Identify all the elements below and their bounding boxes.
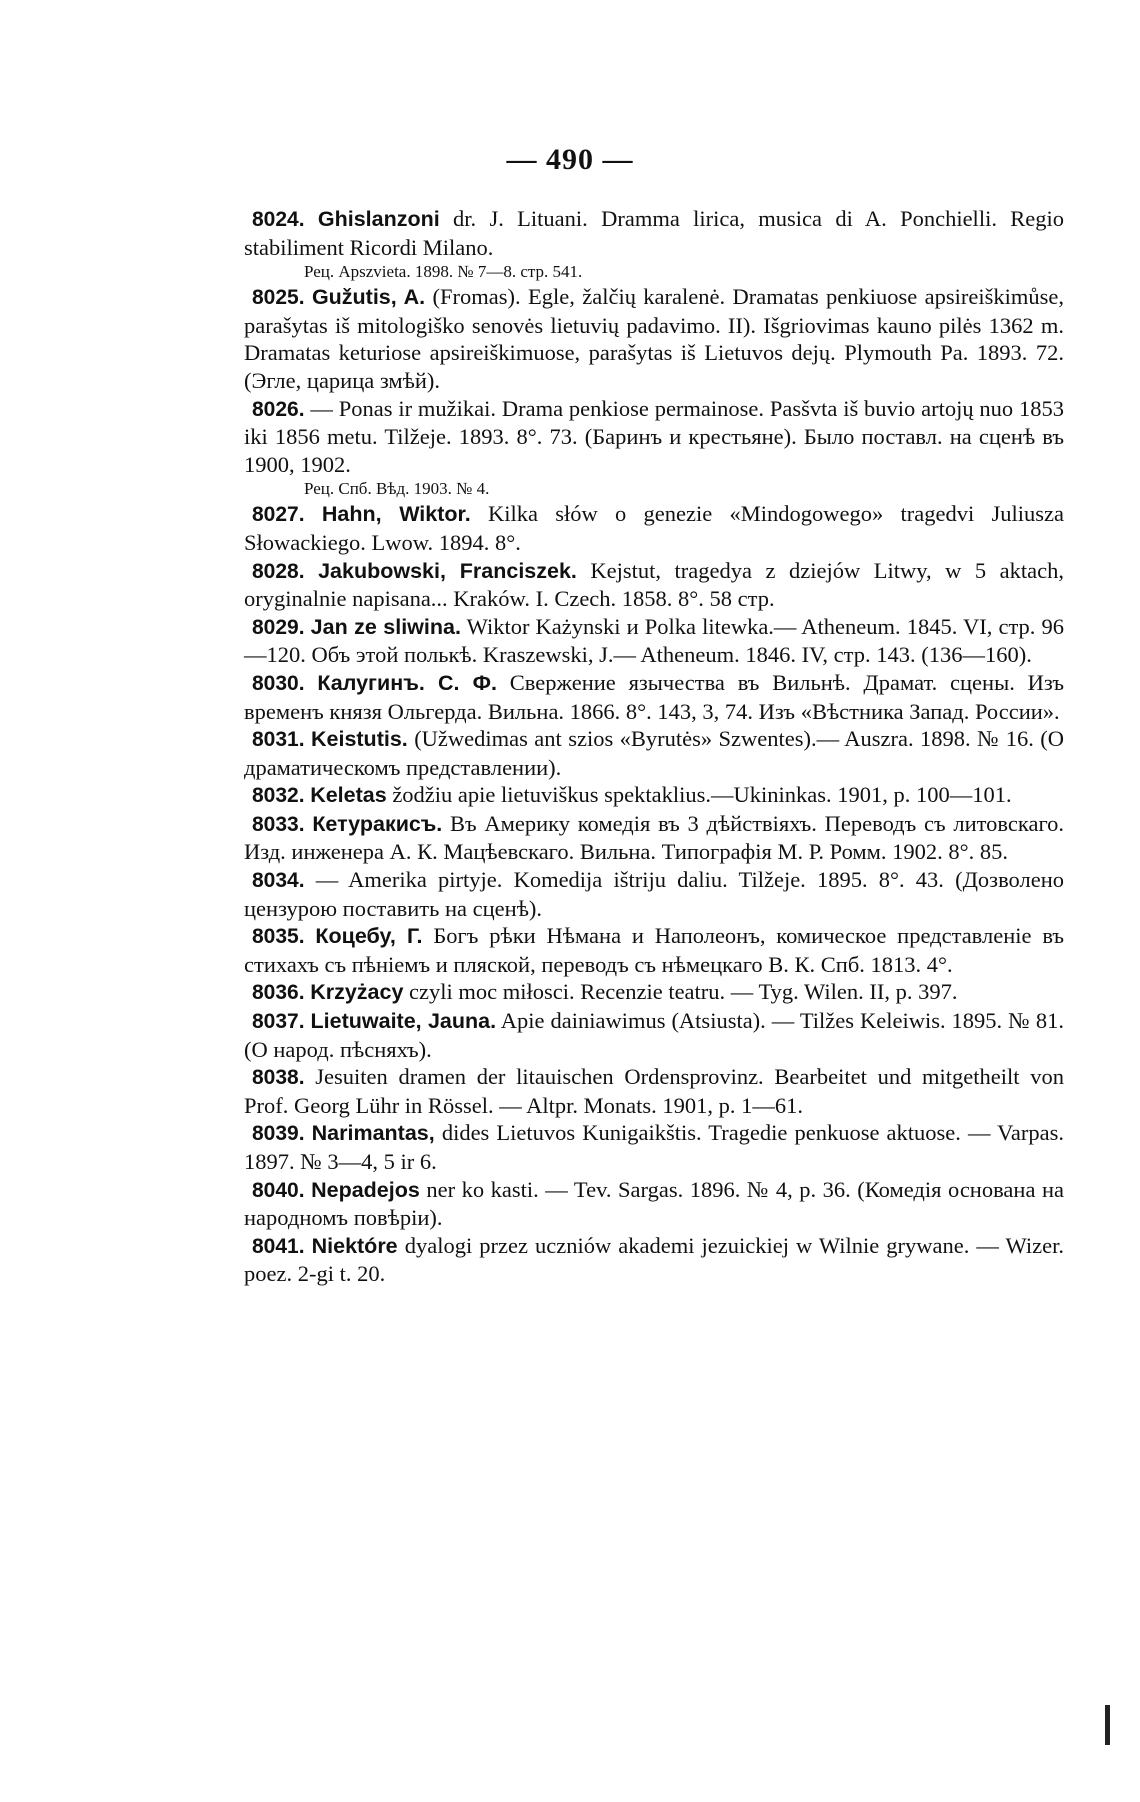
entry-number: 8032.	[252, 784, 305, 808]
entry-8028	[244, 557, 1064, 613]
entry-text: ner ko kasti. — Tev. Sargas. 1896. № 4, p. 36. (Комедія основана на народномъ повѣріи).	[244, 1176, 1064, 1231]
entry-8035	[244, 922, 1064, 978]
entry-text: (Užwedimas ant szios «Byrutės» Szwentes).— Auszra. 1898. № 16. (О драматическомъ представлении).	[244, 726, 1065, 780]
entry-number: 8041.	[252, 1234, 305, 1258]
entry-author: Калугинъ. С. Ф.	[317, 670, 497, 695]
entry-number: 8031.	[252, 728, 305, 752]
entry-text: Jesuiten dramen der litauischen Ordensprovinz. Bearbeitet und mitgetheilt von Prof. Georg Lühr in Rössel. — Altpr. Monats. 1901, p. 1—61.	[244, 1064, 1065, 1118]
entry-8027	[244, 500, 1064, 556]
page-number: — 490 —	[506, 143, 634, 176]
entry-number: 8040.	[252, 1178, 305, 1202]
entry-8040	[244, 1176, 1064, 1232]
entry-text: czyli moc miłosci. Recenzie teatru. — Tyg. Wilen. II, p. 397.	[409, 979, 958, 1005]
entry-8031	[244, 725, 1064, 781]
entry-8029	[244, 613, 1064, 669]
entry-number: 8035.	[252, 925, 305, 949]
entry-number: 8039.	[252, 1122, 305, 1146]
entry-author: Krzyżacy	[310, 980, 404, 1005]
entry-number: 8028.	[252, 559, 305, 583]
entry-8034	[244, 866, 1064, 922]
entry-text: Apie dainiawimus (Atsiusta). — Tilžes Keleiwis. 1895. № 81. (О народ. пѣсняхъ).	[244, 1008, 1065, 1062]
entry-text: Свержение язычества въ Вильнѣ. Драмат. сцены. Изъ временъ князя Ольгерда. Вильна. 1866. 8°. 143, 3, 74. Изъ «Вѣстника Запад. России».	[244, 669, 1065, 724]
entry-text: Wiktor Każynski и Polka litewka.— Atheneum. 1845. VI, стр. 96—120. Объ этой полькѣ. Kraszewski, J.— Atheneum. 1846. IV, стр. 143. (136—160).	[244, 613, 1065, 668]
entry-number: 8026.	[252, 397, 305, 421]
entry-number: 8027.	[252, 503, 305, 527]
entry-author: Keletas	[310, 783, 387, 808]
entry-note: Рец. Apszvieta. 1898. № 7—8. стр. 541.	[304, 262, 583, 282]
entry-author: Narimantas,	[311, 1121, 435, 1146]
entry-author: Keistutis.	[310, 727, 408, 752]
entry-author: Кетуракисъ.	[312, 811, 443, 836]
entry-text: — Amerika pirtyje. Komedija ištriju daliu. Tilžeje. 1895. 8°. 43. (Дозволено цензурою поставить на сценѣ).	[244, 867, 1065, 921]
entry-8041	[244, 1232, 1064, 1288]
entry-number: 8034.	[252, 869, 305, 893]
entry-text: Kilka słów o genezie «Mindogowego» tragedvi Juliusza Słowackiego. Lwow. 1894. 8°.	[244, 501, 1065, 555]
entry-number: 8029.	[252, 615, 305, 639]
entry-number: 8037.	[252, 1010, 305, 1034]
entry-note: Рец. Спб. Вѣд. 1903. № 4.	[304, 479, 490, 499]
entry-8039	[244, 1119, 1064, 1175]
entry-number: 8036.	[252, 981, 305, 1005]
entry-8036	[244, 978, 1064, 1007]
entry-text: dr. J. Lituani. Dramma lirica, musica di A. Ponchielli. Regio stabiliment Ricordi Milano.	[244, 206, 1064, 260]
entry-number: 8038.	[252, 1066, 305, 1090]
entry-author: Jakubowski, Franciszek.	[318, 558, 577, 583]
entry-author: Jan ze sliwina.	[310, 614, 461, 639]
entry-8025	[244, 283, 1064, 394]
entry-8033	[244, 810, 1064, 866]
entry-author: Niektóre	[311, 1233, 398, 1258]
entry-text: — Ponas ir mužikai. Drama penkiose permainose. Pasšvta iš buvio artojų nuo 1853 iki 1856 metu. Tilžeje. 1893. 8°. 73. (Баринъ и крестьяне). Было поставл. на сценѣ въ 1900, 1902.	[244, 395, 1065, 477]
entry-author: Nepadejos	[311, 1177, 420, 1202]
entry-8030	[244, 669, 1064, 725]
entry-number: 8025.	[252, 286, 305, 310]
entry-author: Gužutis, A.	[311, 285, 426, 310]
entry-number: 8030.	[252, 671, 305, 695]
entry-author: Lietuwaite, Jauna.	[310, 1009, 497, 1034]
scan-artifact-mark	[1105, 1705, 1110, 1745]
entry-text: žodžiu apie lietuviškus spektaklius.—Ukininkas. 1901, p. 100—101.	[392, 782, 1012, 808]
entry-number: 8024.	[252, 208, 305, 231]
entry-8024	[244, 205, 1064, 283]
entry-text: Въ Америку комедія въ 3 дѣйствіяхъ. Переводъ съ литовскаго. Изд. инженера А. К. Мацѣевскаго. Вильна. Типографія М. Р. Ромм. 1902. 8°. 85.	[244, 810, 1065, 865]
entry-text: Богъ рѣки Нѣмана и Наполеонъ, комическое представленіе въ стихахъ съ пѣніемъ и пляской, переводъ съ нѣмецкаго В. К. Спб. 1813. 4°.	[244, 923, 1065, 977]
entry-text: (Fromas). Egle, žalčių karalenė. Dramatas penkiuose apsireiškimůse, parašytas iš mitologiško senovės lietuvių padavimo. II). Išgriovimas kauno pilės 1362 m. Dramatas keturiose apsireiškimuose, parašytas iš Lietuvos dejų. Plymouth Pa. 1893. 72. (Эгле, царица змѣй).	[244, 284, 1065, 393]
bibliography-entries	[244, 205, 1064, 1288]
entry-8037	[244, 1007, 1064, 1063]
entry-8038	[244, 1063, 1064, 1119]
entry-text: dides Lietuvos Kunigaikštis. Tragedie penkuose aktuose. — Varpas. 1897. № 3—4, 5 ir 6.	[244, 1120, 1064, 1174]
entry-author: Hahn, Wiktor.	[321, 502, 471, 527]
entry-author: Ghislanzoni	[317, 207, 440, 231]
entry-text: dyalogi przez uczniów akademi jezuickiej w Wilnie grywane. — Wizer. poez. 2-gi t. 20.	[244, 1232, 1064, 1287]
entry-8026	[244, 395, 1064, 501]
entry-author: Коцебу, Г.	[315, 924, 423, 949]
entry-8032	[244, 781, 1064, 810]
entry-number: 8033.	[252, 812, 305, 836]
entry-text: Kejstut, tragedya z dziejów Litwy, w 5 aktach, oryginalnie napisana... Kraków. I. Czech. 1858. 8°. 58 стр.	[244, 557, 1065, 612]
